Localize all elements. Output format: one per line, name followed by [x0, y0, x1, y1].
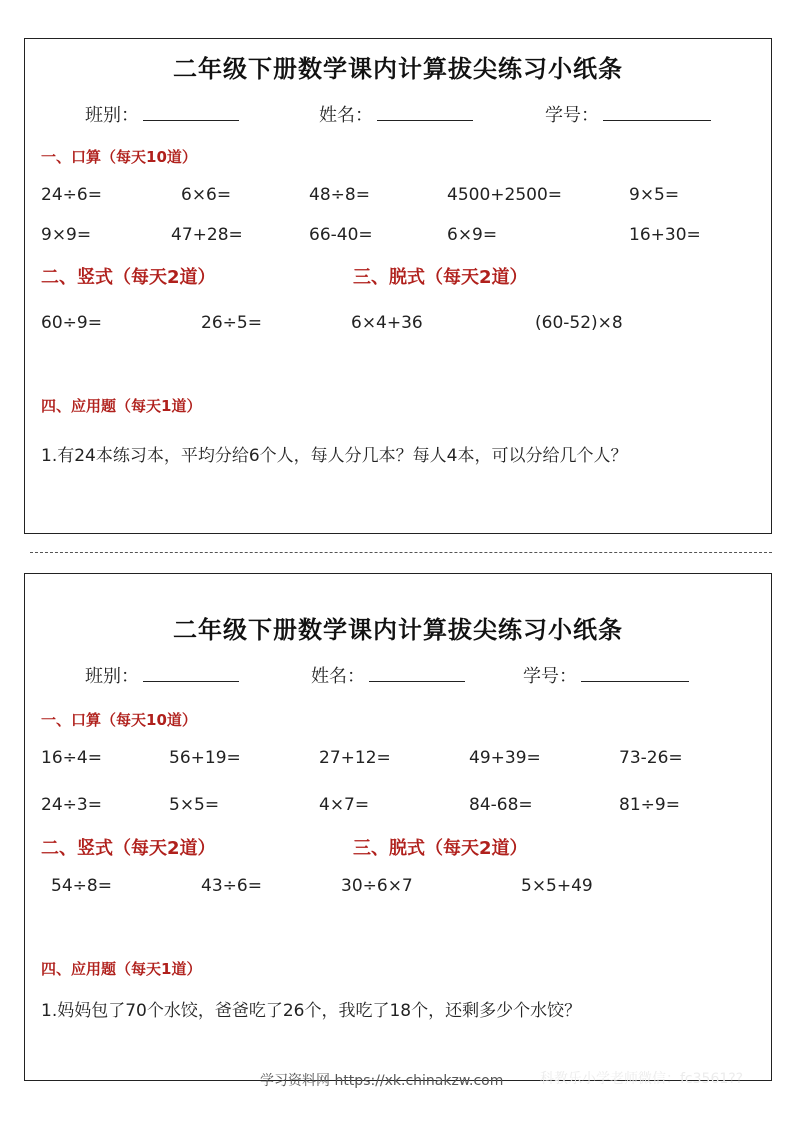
- section-mental-math: 一、口算（每天10道）: [41, 711, 197, 729]
- mental-math-item: 66-40=: [309, 225, 373, 245]
- student-id-blank[interactable]: [581, 680, 689, 682]
- step-calc-item: (60-52)×8: [535, 313, 623, 333]
- mental-math-item: 84-68=: [469, 795, 533, 815]
- slip-title: 二年级下册数学课内计算拔尖练习小纸条: [173, 55, 623, 83]
- class-blank[interactable]: [143, 119, 239, 121]
- class-label: 班别：: [85, 666, 139, 687]
- name-blank[interactable]: [377, 119, 473, 121]
- vertical-calc-item: 60÷9=: [41, 313, 102, 333]
- mental-math-item: 47+28=: [171, 225, 243, 245]
- practice-slip-bottom: [24, 573, 772, 1081]
- section-vertical-calc: 二、竖式（每天2道）: [41, 838, 216, 859]
- section-mental-math: 一、口算（每天10道）: [41, 148, 197, 166]
- word-problem: 1.有24本练习本，平均分给6个人，每人分几本？每人4本，可以分给几个人？: [41, 446, 628, 466]
- name-label: 姓名：: [311, 666, 365, 687]
- name-field: [319, 101, 473, 127]
- section-step-calc: 三、脱式（每天2道）: [353, 267, 528, 288]
- section-step-calc: 三、脱式（每天2道）: [353, 838, 528, 859]
- mental-math-item: 4500+2500=: [447, 185, 563, 205]
- name-blank[interactable]: [369, 680, 465, 682]
- mental-math-item: 4×7=: [319, 795, 370, 815]
- class-field: [85, 662, 239, 688]
- class-label: 班别：: [85, 105, 139, 126]
- section-word-problem: 四、应用题（每天1道）: [41, 960, 202, 978]
- step-calc-item: 6×4+36: [351, 313, 423, 333]
- step-calc-item: 30÷6×7: [341, 876, 413, 896]
- faint-watermark: 科教乐小学老师微信：fc3561??: [540, 1071, 744, 1087]
- site-watermark: 学习资料网 https://xk.chinakzw.com: [260, 1073, 504, 1089]
- cut-line: [30, 552, 772, 553]
- section-vertical-calc: 二、竖式（每天2道）: [41, 267, 216, 288]
- class-field: [85, 101, 239, 127]
- name-label: 姓名：: [319, 105, 373, 126]
- student-id-label: 学号：: [523, 666, 577, 687]
- mental-math-item: 24÷6=: [41, 185, 102, 205]
- mental-math-item: 5×5=: [169, 795, 220, 815]
- student-id-field: [545, 101, 711, 127]
- word-problem: 1.妈妈包了70个水饺，爸爸吃了26个，我吃了18个，还剩多少个水饺？: [41, 1001, 582, 1021]
- mental-math-item: 6×6=: [181, 185, 232, 205]
- mental-math-item: 6×9=: [447, 225, 498, 245]
- student-id-field: [523, 662, 689, 688]
- section-word-problem: 四、应用题（每天1道）: [41, 397, 202, 415]
- mental-math-item: 16+30=: [629, 225, 701, 245]
- practice-slip-top: [24, 38, 772, 534]
- slip-title: 二年级下册数学课内计算拔尖练习小纸条: [173, 616, 623, 644]
- mental-math-item: 49+39=: [469, 748, 541, 768]
- mental-math-item: 16÷4=: [41, 748, 102, 768]
- mental-math-item: 56+19=: [169, 748, 241, 768]
- mental-math-item: 48÷8=: [309, 185, 370, 205]
- mental-math-item: 27+12=: [319, 748, 391, 768]
- vertical-calc-item: 43÷6=: [201, 876, 262, 896]
- vertical-calc-item: 54÷8=: [51, 876, 112, 896]
- step-calc-item: 5×5+49: [521, 876, 593, 896]
- mental-math-item: 9×9=: [41, 225, 92, 245]
- mental-math-item: 81÷9=: [619, 795, 680, 815]
- mental-math-item: 73-26=: [619, 748, 683, 768]
- mental-math-item: 24÷3=: [41, 795, 102, 815]
- mental-math-item: 9×5=: [629, 185, 680, 205]
- name-field: [311, 662, 465, 688]
- student-id-label: 学号：: [545, 105, 599, 126]
- vertical-calc-item: 26÷5=: [201, 313, 262, 333]
- student-id-blank[interactable]: [603, 119, 711, 121]
- class-blank[interactable]: [143, 680, 239, 682]
